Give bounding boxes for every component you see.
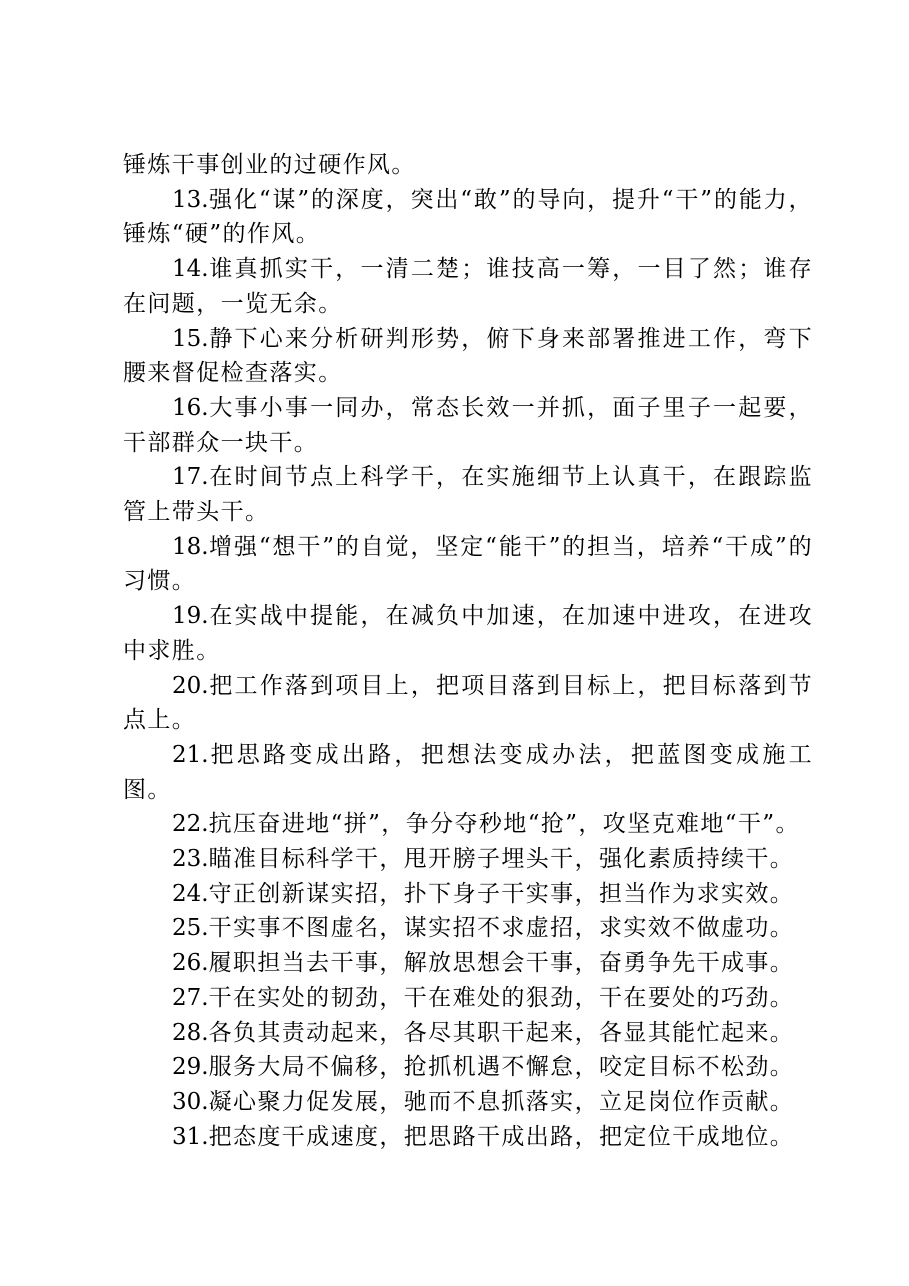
item-text: 凝心聚力促发展，驰而不息抓落实，立足岗位作贡献。	[208, 1088, 795, 1115]
list-item	[123, 530, 813, 599]
item-number: 29.	[172, 1054, 209, 1081]
list-item	[123, 322, 813, 391]
item-number: 17.	[172, 464, 209, 491]
item-number: 24.	[172, 880, 209, 907]
list-item	[123, 1016, 813, 1051]
lead-line: 锤炼干事创业的过硬作风。	[123, 152, 416, 178]
document-body	[123, 148, 813, 1154]
item-number: 16.	[172, 394, 209, 421]
item-number: 25.	[172, 915, 209, 942]
list-item	[123, 842, 813, 877]
item-text: 把思路变成出路，把想法变成办法，把蓝图变成施工图。	[123, 741, 813, 803]
item-text: 静下心来分析研判形势，俯下身来部署推进工作，弯下腰来督促检查落实。	[123, 325, 813, 387]
list-item	[123, 738, 813, 807]
list-item	[123, 807, 813, 842]
item-number: 28.	[172, 1019, 209, 1046]
item-number: 15.	[172, 325, 209, 352]
item-text: 瞄准目标科学干，甩开膀子埋头干，强化素质持续干。	[208, 846, 795, 873]
item-number: 19.	[172, 603, 209, 630]
item-number: 26.	[172, 950, 209, 977]
item-text: 把态度干成速度，把思路干成出路，把定位干成地位。	[208, 1123, 795, 1150]
item-number: 27.	[172, 984, 209, 1011]
list-item	[123, 460, 813, 529]
item-text: 强化“谋”的深度，突出“敢”的导向，提升“干”的能力，锤炼“硬”的作风。	[123, 186, 813, 248]
list-item	[123, 391, 813, 460]
list-item	[123, 981, 813, 1016]
list-item	[123, 599, 813, 668]
item-number: 14.	[172, 256, 209, 283]
item-text: 在实战中提能，在减负中加速，在加速中进攻，在进攻中求胜。	[123, 603, 813, 664]
list-item	[123, 183, 813, 252]
item-text: 履职担当去干事，解放思想会干事，奋勇争先干成事。	[208, 950, 795, 977]
item-text: 在时间节点上科学干，在实施细节上认真干，在跟踪监管上带头干。	[123, 464, 813, 526]
item-text: 增强“想干”的自觉，坚定“能干”的担当，培养“干成”的习惯。	[123, 533, 813, 595]
item-text: 把工作落到项目上，把项目落到目标上，把目标落到节点上。	[123, 672, 813, 734]
item-text: 服务大局不偏移，抢抓机遇不懈怠，咬定目标不松劲。	[208, 1054, 795, 1081]
item-number: 23.	[172, 846, 209, 873]
list-item	[123, 911, 813, 946]
item-number: 31.	[172, 1123, 209, 1150]
list-item	[123, 252, 813, 321]
item-number: 20.	[172, 672, 209, 699]
item-number: 13.	[172, 186, 209, 213]
item-text: 守正创新谋实招，扑下身子干实事，担当作为求实效。	[208, 880, 795, 907]
list-item	[123, 1085, 813, 1120]
item-number: 30.	[172, 1088, 209, 1115]
list-item	[123, 669, 813, 738]
list-item	[123, 1050, 813, 1085]
item-text: 干实事不图虚名，谋实招不求虚招，求实效不做虚功。	[208, 915, 795, 942]
list-item	[123, 1120, 813, 1155]
item-text: 大事小事一同办，常态长效一并抓，面子里子一起要，干部群众一块干。	[123, 394, 813, 456]
item-text: 各负其责动起来，各尽其职干起来，各显其能忙起来。	[208, 1019, 795, 1046]
item-number: 18.	[172, 533, 209, 560]
item-text: 抗压奋进地“拼”，争分夺秒地“抢”，攻坚克难地“干”。	[208, 811, 800, 838]
list-item	[123, 877, 813, 912]
item-text: 干在实处的韧劲，干在难处的狠劲，干在要处的巧劲。	[208, 984, 795, 1011]
item-number: 21.	[172, 741, 209, 768]
item-number: 22.	[172, 811, 209, 838]
list-item	[123, 946, 813, 981]
item-text: 谁真抓实干，一清二楚；谁技高一筹，一目了然；谁存在问题，一览无余。	[123, 256, 813, 317]
